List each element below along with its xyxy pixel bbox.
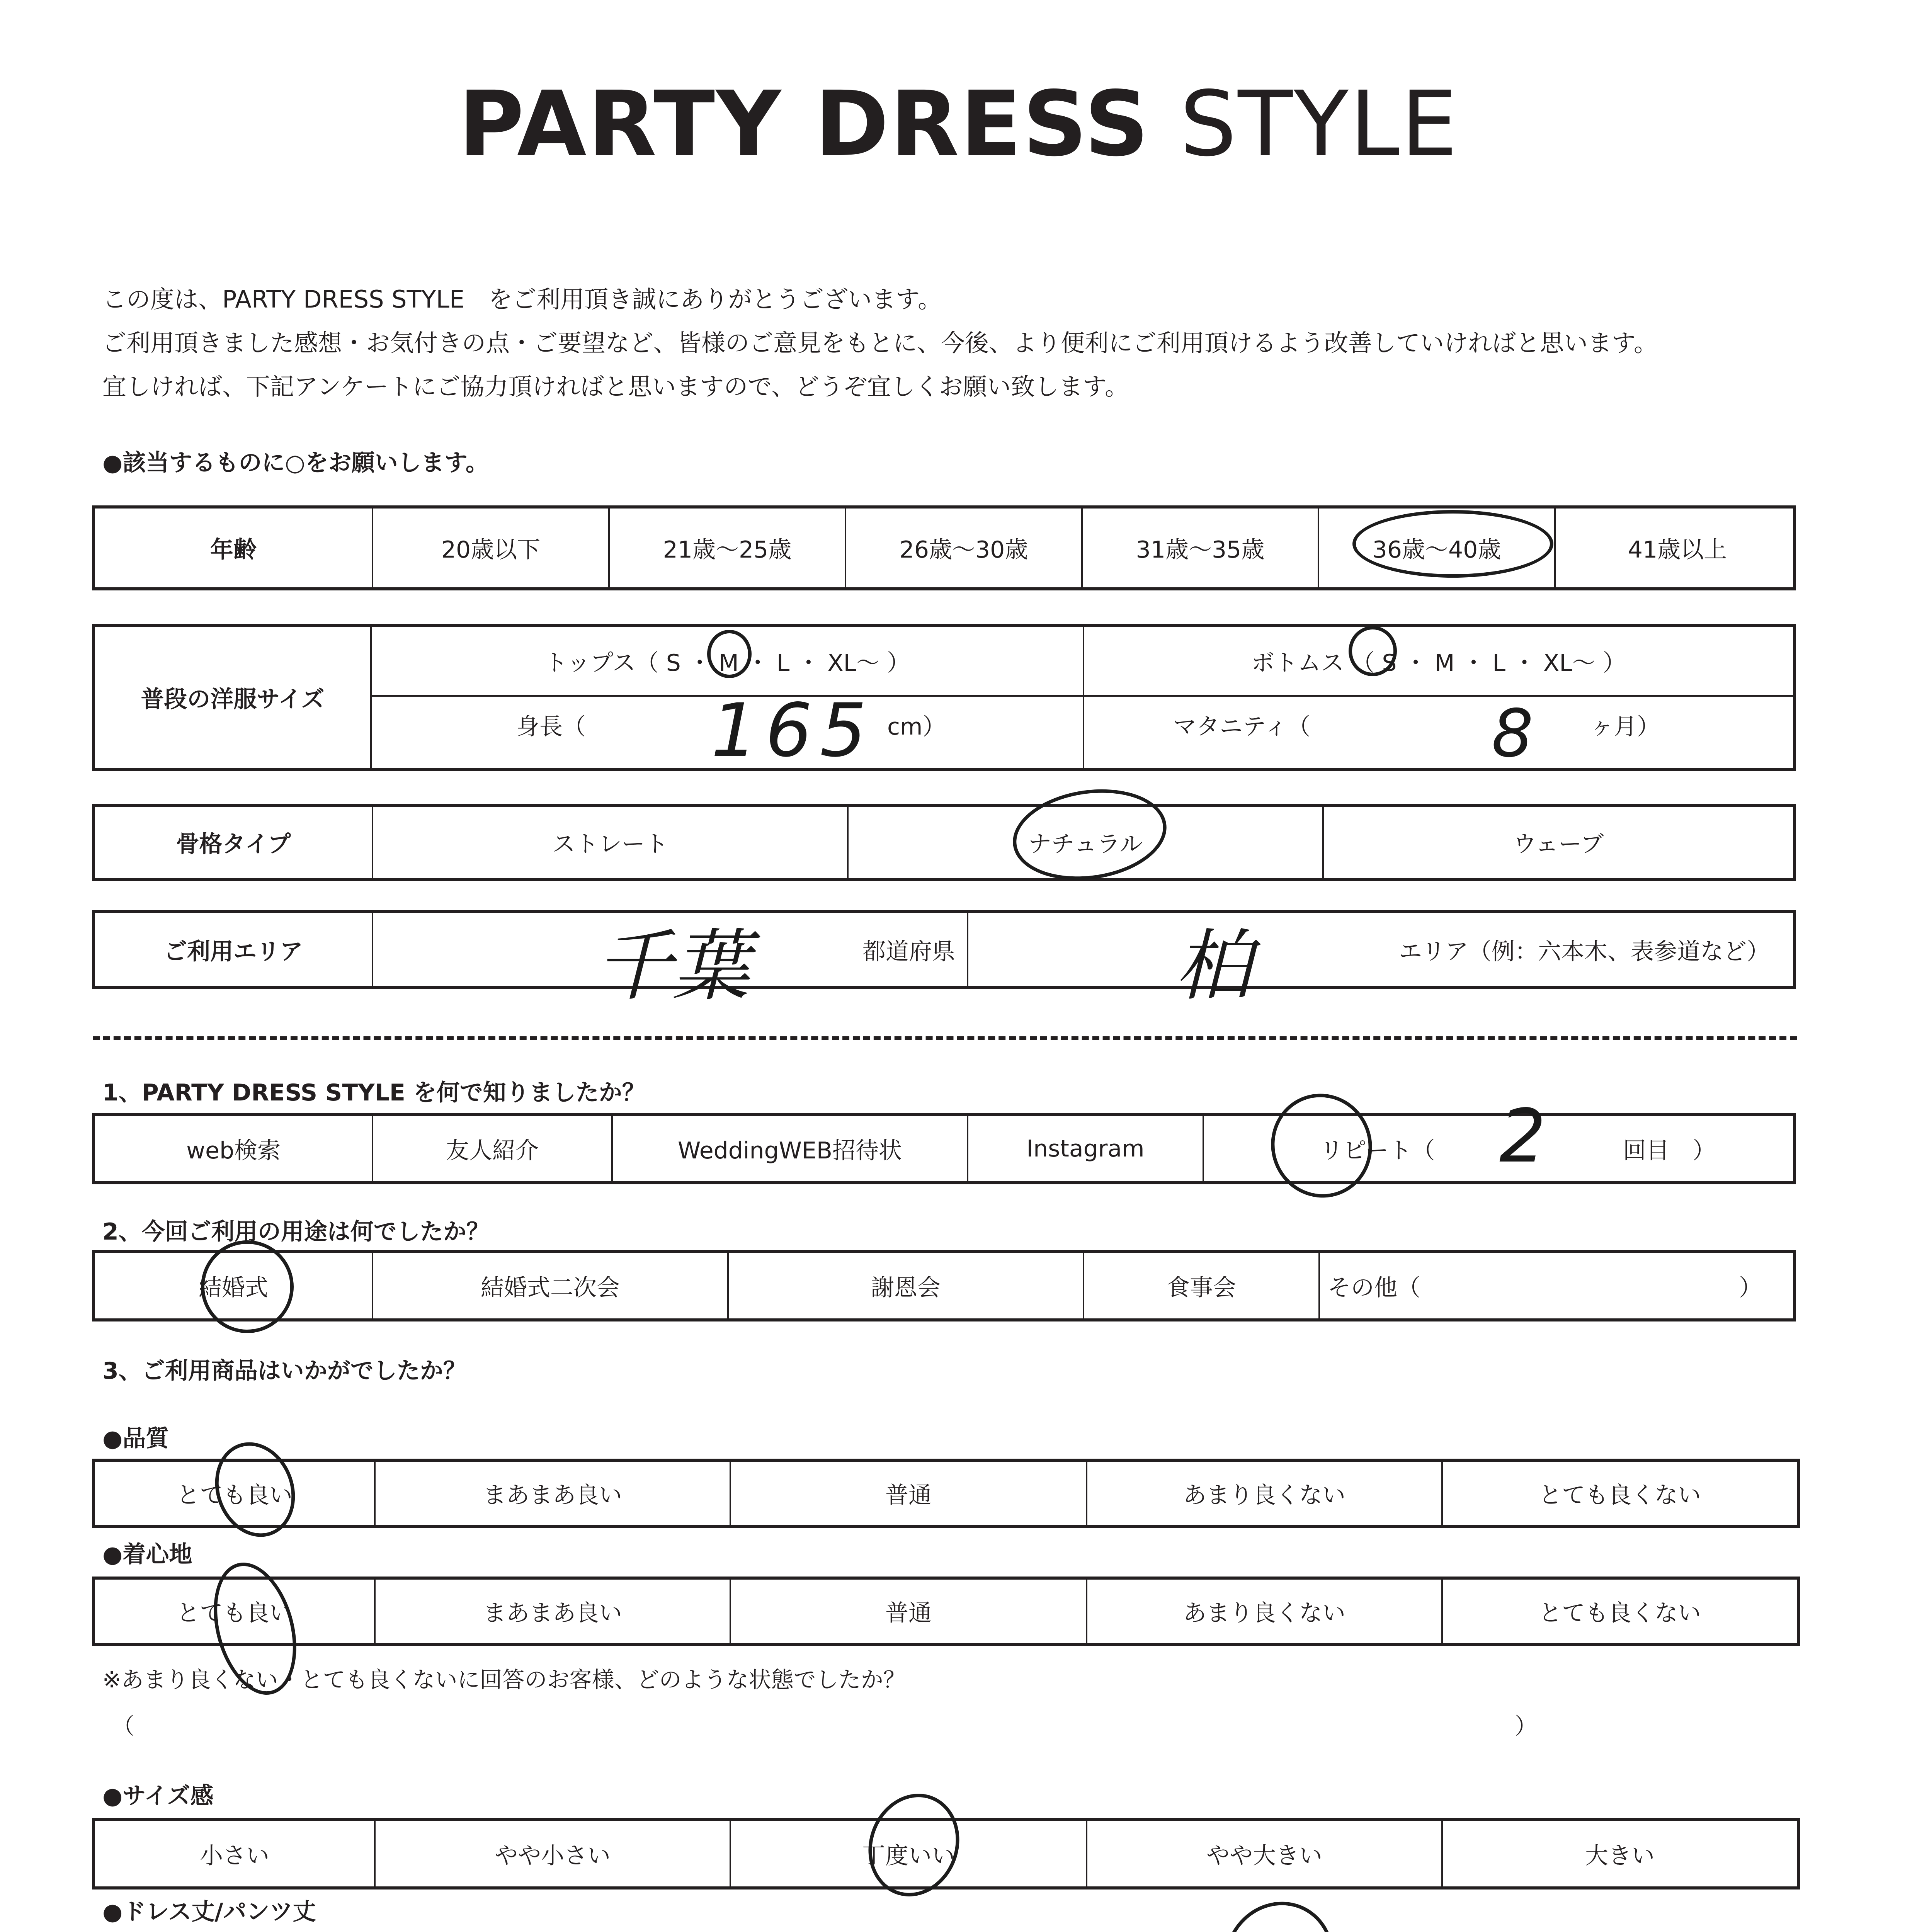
quality-option[interactable]: まあまあ良い	[374, 1462, 730, 1525]
q1-repeat-value: 2	[1499, 1094, 1546, 1179]
intro-line: 宜しければ、下記アンケートにご協力頂ければと思いますので、どうぞ宜しくお願い致します。	[102, 372, 1129, 401]
q2-table	[92, 1250, 1796, 1321]
tops-selection-circle	[707, 630, 752, 678]
maternity-value: 8	[1492, 696, 1534, 772]
brand-bold: PARTY DRESS	[458, 72, 1150, 176]
brand-light: STYLE	[1180, 72, 1459, 176]
size-feel-option[interactable]: 丁度いい	[730, 1821, 1086, 1886]
frame-table	[92, 804, 1796, 881]
age-option[interactable]: 26歳～30歳	[845, 509, 1081, 587]
maternity-unit: ヶ月）	[1590, 713, 1660, 740]
size-table	[92, 624, 1796, 771]
comfort-option[interactable]: 普通	[730, 1580, 1086, 1643]
q2-other-label: その他（	[1328, 1274, 1420, 1301]
size-feel-option[interactable]: やや大きい	[1086, 1821, 1441, 1886]
q1-option[interactable]: web検索	[186, 1137, 281, 1164]
age-selection-circle	[1352, 510, 1553, 578]
quality-option[interactable]: あまり良くない	[1086, 1462, 1441, 1525]
area-value: 柏	[1175, 921, 1252, 1011]
q1-option[interactable]: WeddingWEB招待状	[611, 1116, 967, 1181]
q2-title: 2、今回ご利用の用途は何でしたか？	[102, 1218, 490, 1245]
comfort-option[interactable]: あまり良くない	[1086, 1580, 1441, 1643]
bottoms-selection-circle	[1349, 626, 1397, 676]
frame-option[interactable]: ウェーブ	[1322, 807, 1793, 878]
size-feel-option[interactable]: 大きい	[1441, 1821, 1797, 1886]
tops-size[interactable]: トップス（ S ・ M ・ L ・ XL～ ）	[544, 650, 910, 677]
area-suffix: エリア（例：六本木、表参道など）	[1399, 938, 1770, 965]
area-label: ご利用エリア	[164, 938, 303, 965]
q1-repeat-label: リピート（	[1320, 1137, 1435, 1164]
frame-option[interactable]: ストレート	[372, 807, 847, 878]
comfort-label: ●着心地	[102, 1541, 192, 1568]
q1-repeat-suffix: 回目 ）	[1623, 1137, 1716, 1164]
comfort-paren-close: ）	[1515, 1713, 1538, 1739]
intro-line: ご利用頂きました感想・お気付きの点・ご要望など、皆様のご意見をもとに、今後、より便利にご利用頂けるよう改善していければと思います。	[102, 329, 1658, 357]
height-value: 165	[711, 688, 874, 773]
quality-table	[92, 1459, 1800, 1528]
q2-option[interactable]: 結婚式	[199, 1274, 268, 1301]
instruction: ●該当するものに○をお願いします。	[102, 449, 489, 476]
size-label: 普段の洋服サイズ	[95, 627, 372, 768]
frame-label: 骨格タイプ	[176, 831, 291, 858]
comfort-note: ※あまり良くない・とても良くないに回答のお客様、どのような状態でしたか？	[102, 1667, 906, 1693]
brand-title	[0, 72, 1917, 176]
q1-selection-circle	[1257, 1080, 1387, 1212]
area-table	[92, 910, 1796, 989]
bottoms-size[interactable]: ボトムス （ S ・ M ・ L ・ XL～ ）	[1251, 650, 1626, 677]
frame-option[interactable]: ナチュラル	[847, 807, 1322, 878]
q2-option[interactable]: 結婚式二次会	[372, 1253, 727, 1318]
prefecture-value: 千葉	[595, 921, 750, 1011]
comfort-option[interactable]: まあまあ良い	[374, 1580, 730, 1643]
q2-other-cell[interactable]	[1318, 1253, 1793, 1318]
quality-option[interactable]: とても良くない	[1441, 1462, 1797, 1525]
height-prefix: 身長（	[516, 713, 586, 740]
size-feel-label: ●サイズ感	[102, 1782, 214, 1810]
length-selection-circle	[1206, 1884, 1353, 1932]
q3-title: 3、ご利用商品はいかがでしたか？	[102, 1357, 466, 1384]
age-option[interactable]: 36歳～40歳	[1318, 509, 1554, 587]
quality-option[interactable]: とても良い	[177, 1482, 293, 1509]
comfort-option[interactable]: とても良い	[177, 1600, 293, 1627]
length-label: ●ドレス丈/パンツ丈	[102, 1898, 316, 1925]
q2-option[interactable]: 謝恩会	[727, 1253, 1083, 1318]
q2-option[interactable]: 食事会	[1083, 1253, 1318, 1318]
comfort-option[interactable]: とても良くない	[1441, 1580, 1797, 1643]
size-row-divider	[372, 695, 1793, 697]
quality-selection-circle	[202, 1431, 308, 1548]
maternity-prefix: マタニティ（	[1173, 713, 1311, 740]
size-feel-option[interactable]: やや小さい	[374, 1821, 730, 1886]
q1-option[interactable]: 友人紹介	[372, 1116, 611, 1181]
height-unit: cm）	[887, 713, 946, 740]
intro-text	[102, 277, 1658, 408]
q1-option[interactable]: Instagram	[967, 1116, 1203, 1181]
age-label: 年齢	[210, 536, 257, 563]
age-option[interactable]: 20歳以下	[372, 509, 608, 587]
age-option[interactable]: 31歳～35歳	[1081, 509, 1318, 587]
intro-line: この度は、PARTY DRESS STYLE をご利用頂き誠にありがとうございます。	[102, 285, 942, 313]
age-option[interactable]: 21歳～25歳	[608, 509, 845, 587]
quality-option[interactable]: 普通	[730, 1462, 1086, 1525]
size-feel-selection-circle	[854, 1781, 973, 1909]
area-cell[interactable]	[967, 913, 1793, 986]
quality-label: ●品質	[102, 1425, 169, 1452]
section-divider	[93, 1036, 1797, 1040]
comfort-table	[92, 1577, 1800, 1646]
age-option[interactable]: 41歳以上	[1554, 509, 1799, 587]
prefecture-suffix: 都道府県	[862, 938, 955, 965]
comfort-paren-open: （	[112, 1713, 135, 1739]
size-feel-option[interactable]: 小さい	[200, 1842, 269, 1869]
q2-other-close: ）	[1739, 1274, 1762, 1301]
q1-title: 1、PARTY DRESS STYLE を何で知りましたか？	[102, 1079, 645, 1106]
